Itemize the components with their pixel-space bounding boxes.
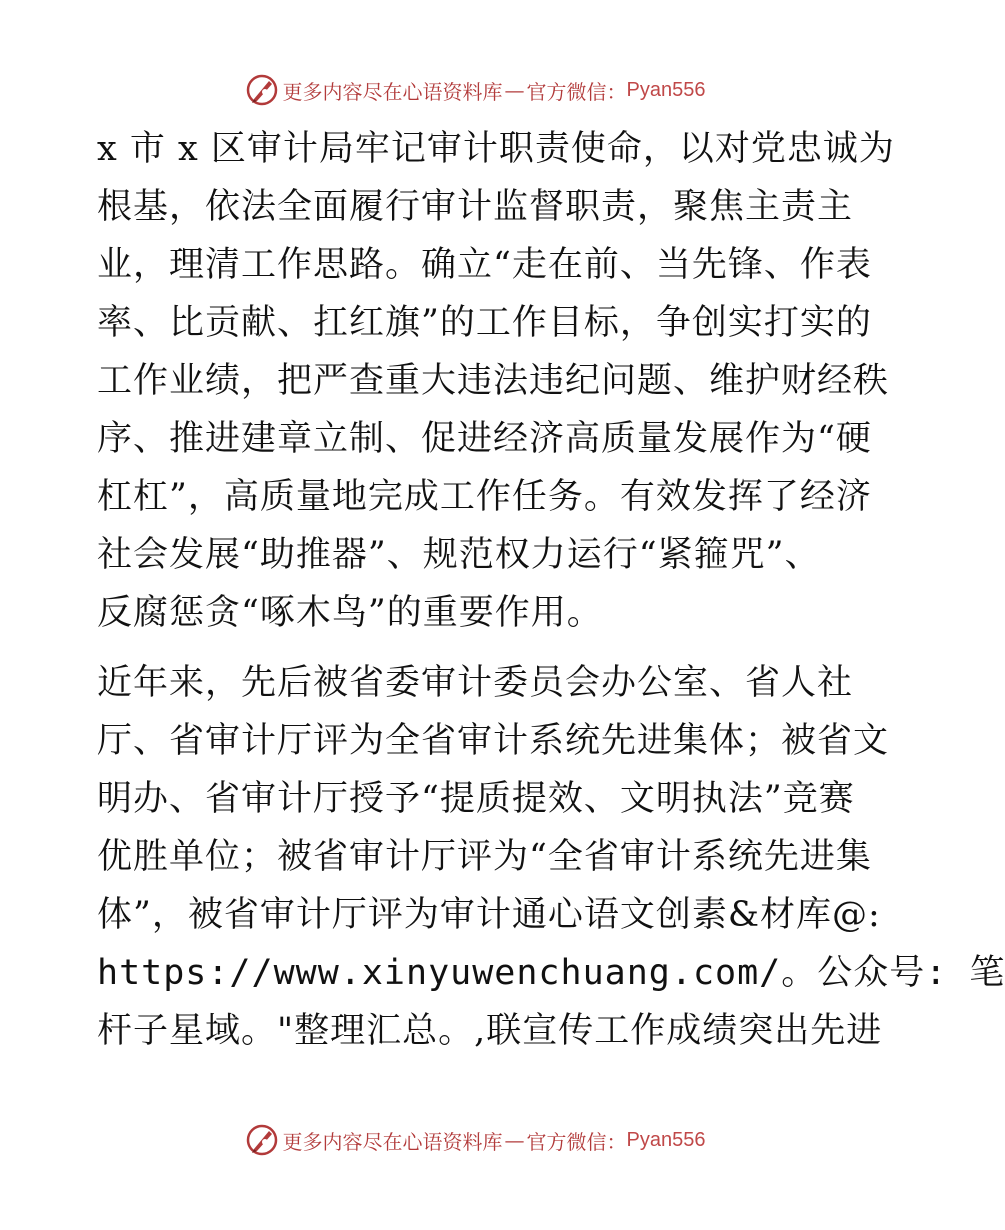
watermark-main-text: 更多内容尽在心语资料库	[282, 1129, 503, 1154]
quill-pen-logo-icon	[245, 73, 279, 107]
watermark-account-id: Pyan556	[626, 1128, 706, 1151]
text-line: 工作业绩，把严查重大违法违纪问题、维护财经秩	[97, 361, 890, 401]
quill-pen-logo-icon	[245, 1123, 279, 1157]
text-line: 反腐惩贪“啄木鸟”的重要作用。	[97, 593, 603, 633]
paragraph-spacer	[97, 642, 857, 654]
text-line: 率、比贡献、扛红旗”的工作目标，争创实打实的	[97, 303, 872, 343]
text-line: 明办、省审计厅授予“提质提效、文明执法”竞赛	[97, 779, 855, 819]
watermark-sub-text: 官方微信：	[526, 1129, 627, 1154]
text-line: x 市 x 区审计局牢记审计职责使命，以对党忠诚为	[97, 129, 895, 169]
watermark-dash: —	[504, 1128, 525, 1152]
watermark-account-id: Pyan556	[626, 78, 706, 101]
text-line: 社会发展“助推器”、规范权力运行“紧箍咒”、	[97, 535, 821, 575]
text-line: 业，理清工作思路。确立“走在前、当先锋、作表	[97, 245, 872, 285]
text-line: 根基，依法全面履行审计监督职责，聚焦主责主	[97, 187, 854, 227]
text-line: 近年来，先后被省委审计委员会办公室、省人社	[97, 663, 854, 703]
text-line: 序、推进建章立制、促进经济高质量发展作为“硬	[97, 419, 872, 459]
document-body	[97, 120, 1005, 1060]
footer-watermark	[0, 1120, 950, 1160]
text-line: 优胜单位；被省审计厅评为“全省审计系统先进集	[97, 837, 872, 877]
paragraph-2	[97, 654, 1005, 1060]
watermark-sub-text: 官方微信：	[526, 79, 627, 104]
text-line: 体”，被省审计厅评为审计通心语文创素&材库@:	[97, 895, 881, 935]
header-watermark	[0, 70, 950, 110]
text-line: 杠杠”，高质量地完成工作任务。有效发挥了经济	[97, 477, 872, 517]
watermark-dash: —	[504, 78, 525, 102]
paragraph-1	[97, 120, 895, 642]
watermark-main-text: 更多内容尽在心语资料库	[282, 79, 503, 104]
text-line-url: https://www.xinyuwenchuang.com/。公众号: 笔	[97, 953, 1005, 993]
text-line: 厅、省审计厅评为全省审计系统先进集体；被省文	[97, 721, 890, 761]
text-line: 杆子星域。"整理汇总。,联宣传工作成绩突出先进	[97, 1011, 883, 1051]
